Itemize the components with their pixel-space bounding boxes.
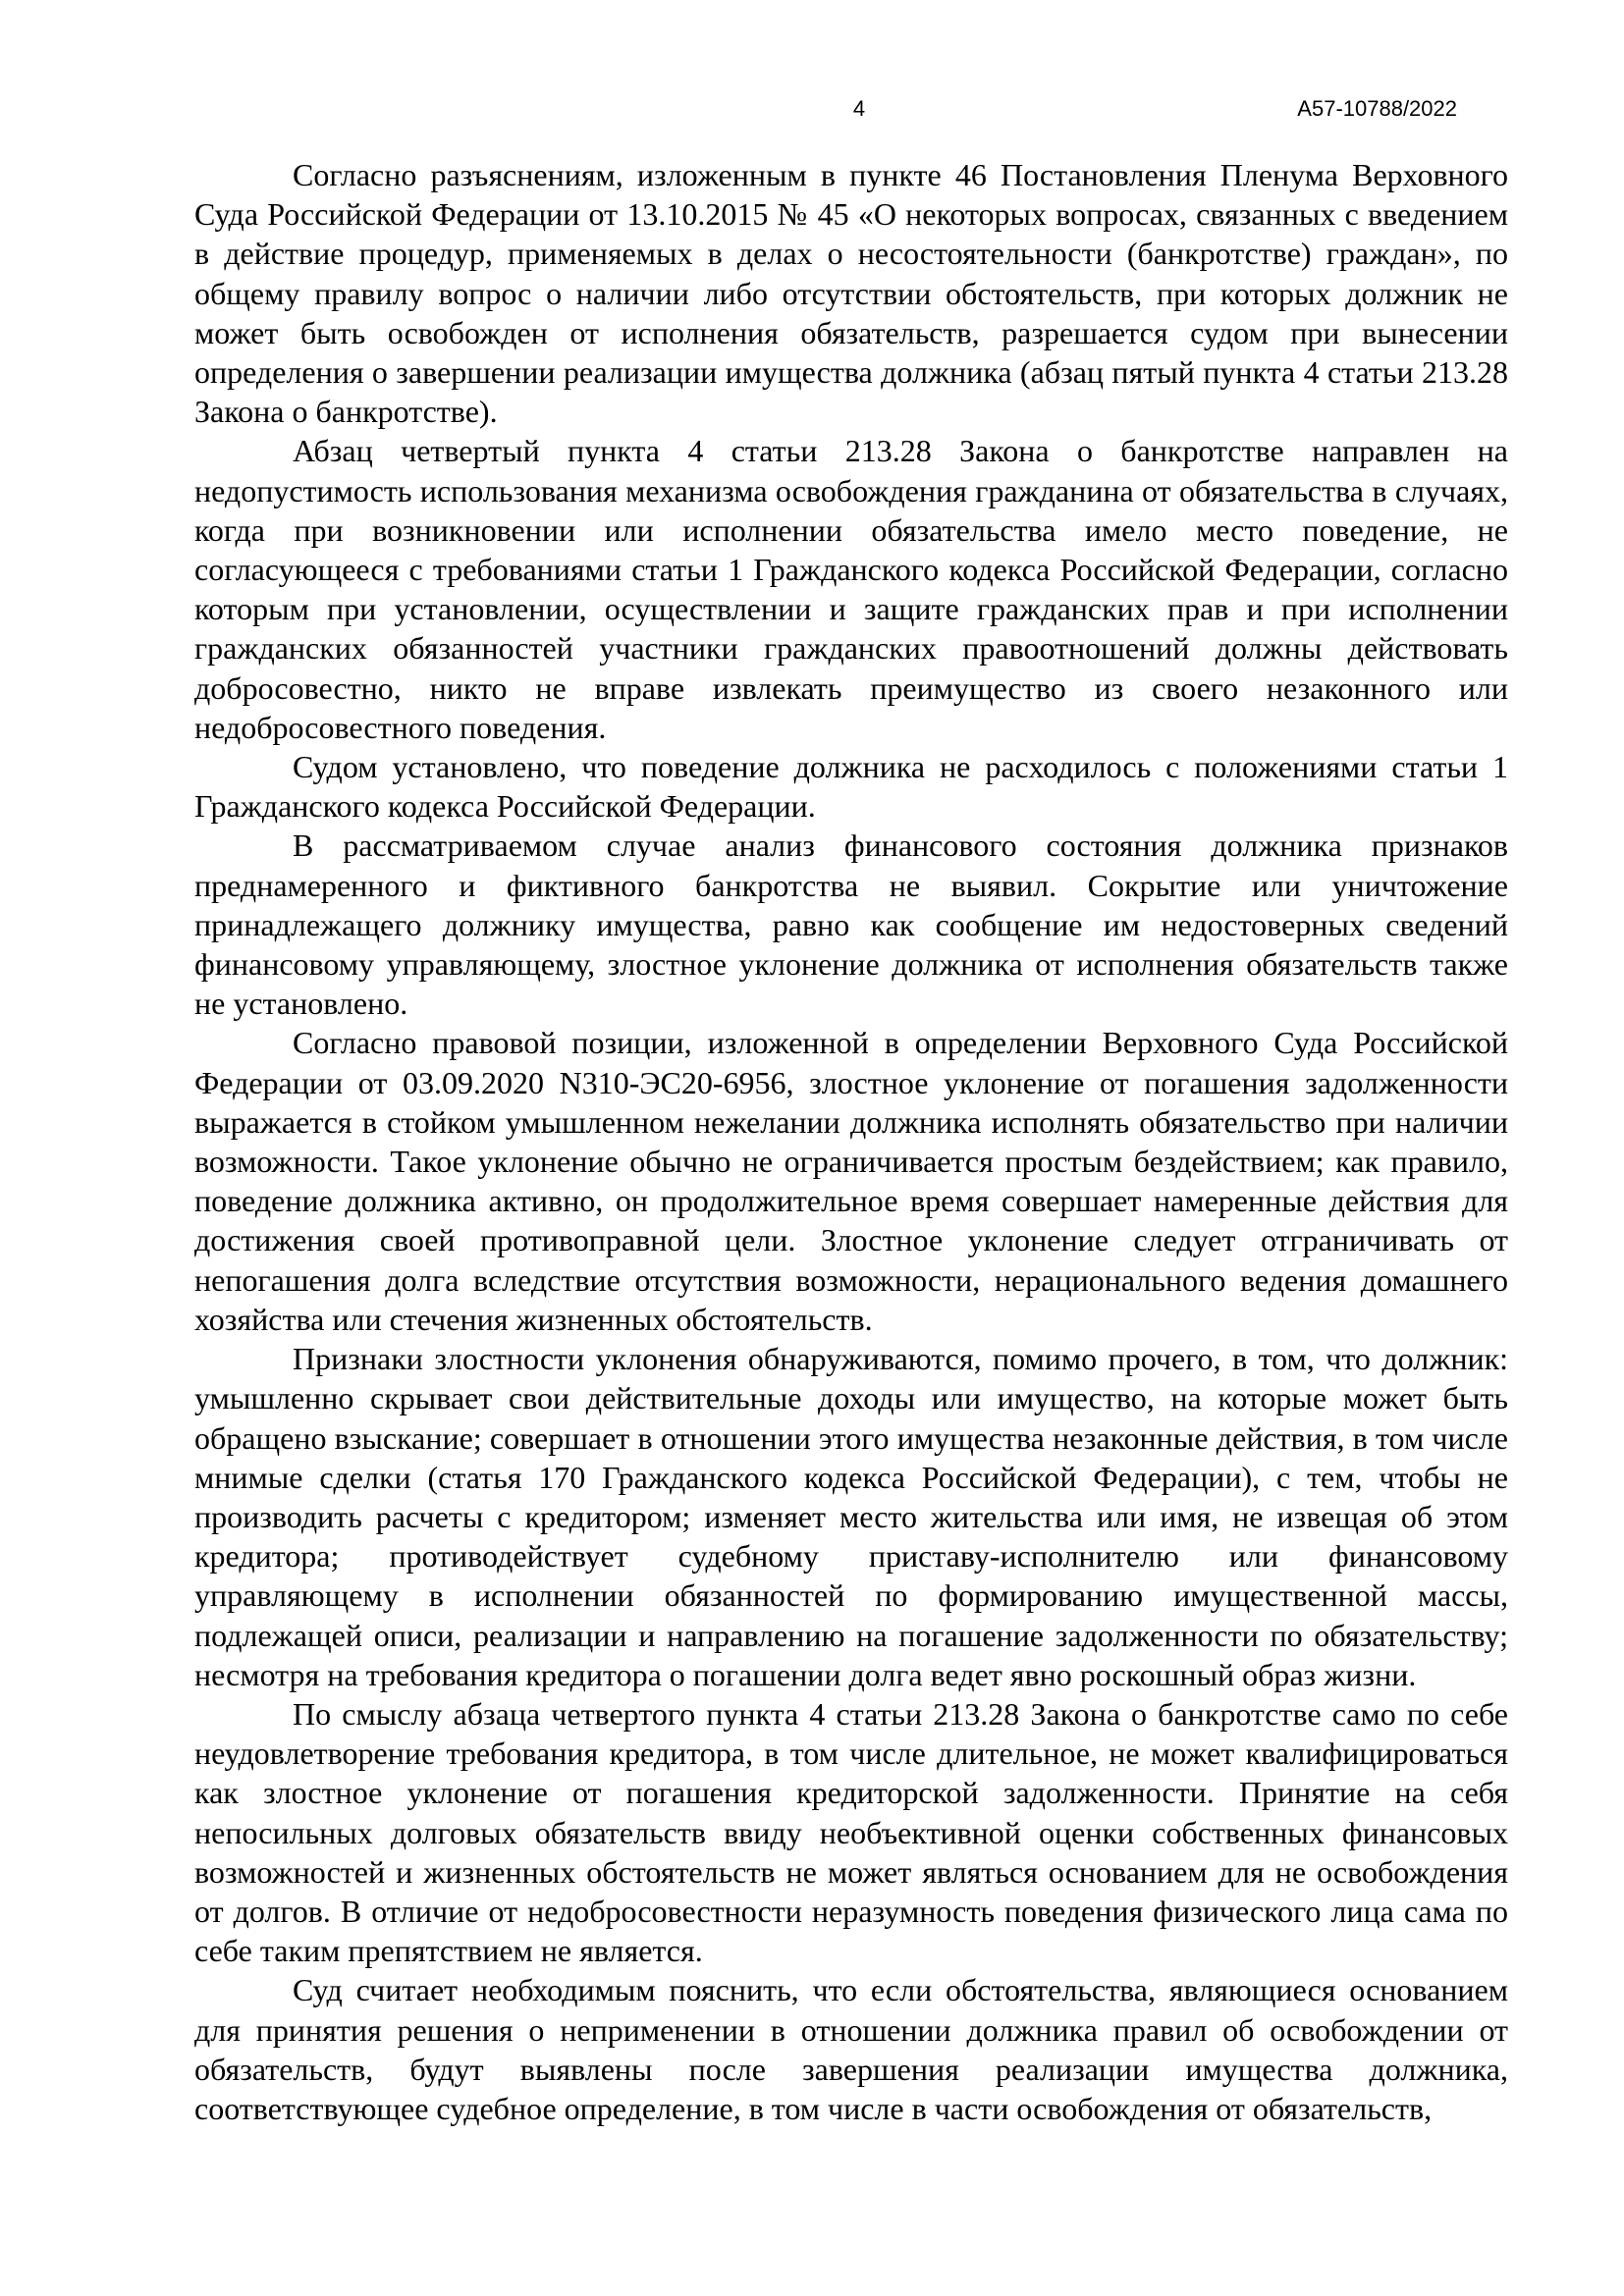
- case-number: А57-10788/2022: [1297, 96, 1457, 121]
- paragraph: В рассматриваемом случае анализ финансового состояния должника признаков преднамеренного и фиктивного банкротства не выявил. Сокрытие или уничтожение принадлежащего должнику имущества, равно как сообщение им недостоверных сведений финансовому управляющему, злостное уклонение должника от исполнения обязательств также не установлено.: [194, 828, 1508, 1022]
- paragraph: Признаки злостности уклонения обнаруживаются, помимо прочего, в том, что должник: умышленно скрывает свои действительные доходы или имущество, на которые может быть обращено взыскание; совершает в отношении этого имущества незаконные действия, в том числе мнимые сделки (статья 170 Гражданского кодекса Российской Федерации), с тем, чтобы не производить расчеты с кредитором; изменяет место жительства или имя, не извещая об этом кредитора; противодействует судебному приставу-исполнителю или финансовому управляющему в исполнении обязанностей по формированию имущественной массы, подлежащей описи, реализации и направлению на погашение задолженности по обязательству; несмотря на требования кредитора о погашении долга ведет явно роскошный образ жизни.: [194, 1341, 1508, 1692]
- document-body: [194, 155, 1508, 2128]
- paragraph: Согласно разъяснениям, изложенным в пункте 46 Постановления Пленума Верховного Суда Российской Федерации от 13.10.2015 № 45 «О некоторых вопросах, связанных с введением в действие процедур, применяемых в делах о несостоятельности (банкротстве) граждан», по общему правилу вопрос о наличии либо отсутствии обстоятельств, при которых должник не может быть освобожден от исполнения обязательств, разрешается судом при вынесении определения о завершении реализации имущества должника (абзац пятый пункта 4 статьи 213.28 Закона о банкротстве).: [194, 157, 1508, 430]
- paragraph: Согласно правовой позиции, изложенной в определении Верховного Суда Российской Федерации от 03.09.2020 N310-ЭС20-6956, злостное уклонение от погашения задолженности выражается в стойком умышленном нежелании должника исполнять обязательство при наличии возможности. Такое уклонение обычно не ограничивается простым бездействием; как правило, поведение должника активно, он продолжительное время совершает намеренные действия для достижения своей противоправной цели. Злостное уклонение следует отграничивать от непогашения долга вследствие отсутствия возможности, нерационального ведения домашнего хозяйства или стечения жизненных обстоятельств.: [194, 1025, 1508, 1337]
- paragraph: Судом установлено, что поведение должника не расходилось с положениями статьи 1 Гражданского кодекса Российской Федерации.: [194, 749, 1508, 825]
- paragraph: Суд считает необходимым пояснить, что если обстоятельства, являющиеся основанием для принятия решения о неприменении в отношении должника правил об освобождении от обязательств, будут выявлены после завершения реализации имущества должника, соответствующее судебное определение, в том числе в части освобождения от обязательств,: [194, 1972, 1508, 2126]
- paragraph: По смыслу абзаца четвертого пункта 4 статьи 213.28 Закона о банкротстве само по себе неудовлетворение требования кредитора, в том числе длительное, не может квалифицироваться как злостное уклонение от погашения кредиторской задолженности. Принятие на себя непосильных долговых обязательств ввиду необъективной оценки собственных финансовых возможностей и жизненных обстоятельств не может являться основанием для не освобождения от долгов. В отличие от недобросовестности неразумность поведения физического лица сама по себе таким препятствием не является.: [194, 1695, 1508, 1969]
- page-number: 4: [852, 96, 866, 121]
- paragraph: Абзац четвертый пункта 4 статьи 213.28 Закона о банкротстве направлен на недопустимость использования механизма освобождения гражданина от обязательства в случаях, когда при возникновении или исполнении обязательства имело место поведение, не согласующееся с требованиями статьи 1 Гражданского кодекса Российской Федерации, согласно которым при установлении, осуществлении и защите гражданских прав и при исполнении гражданских обязанностей участники гражданских правоотношений должны действовать добросовестно, никто не вправе извлекать преимущество из своего незаконного или недобросовестного поведения.: [194, 433, 1508, 745]
